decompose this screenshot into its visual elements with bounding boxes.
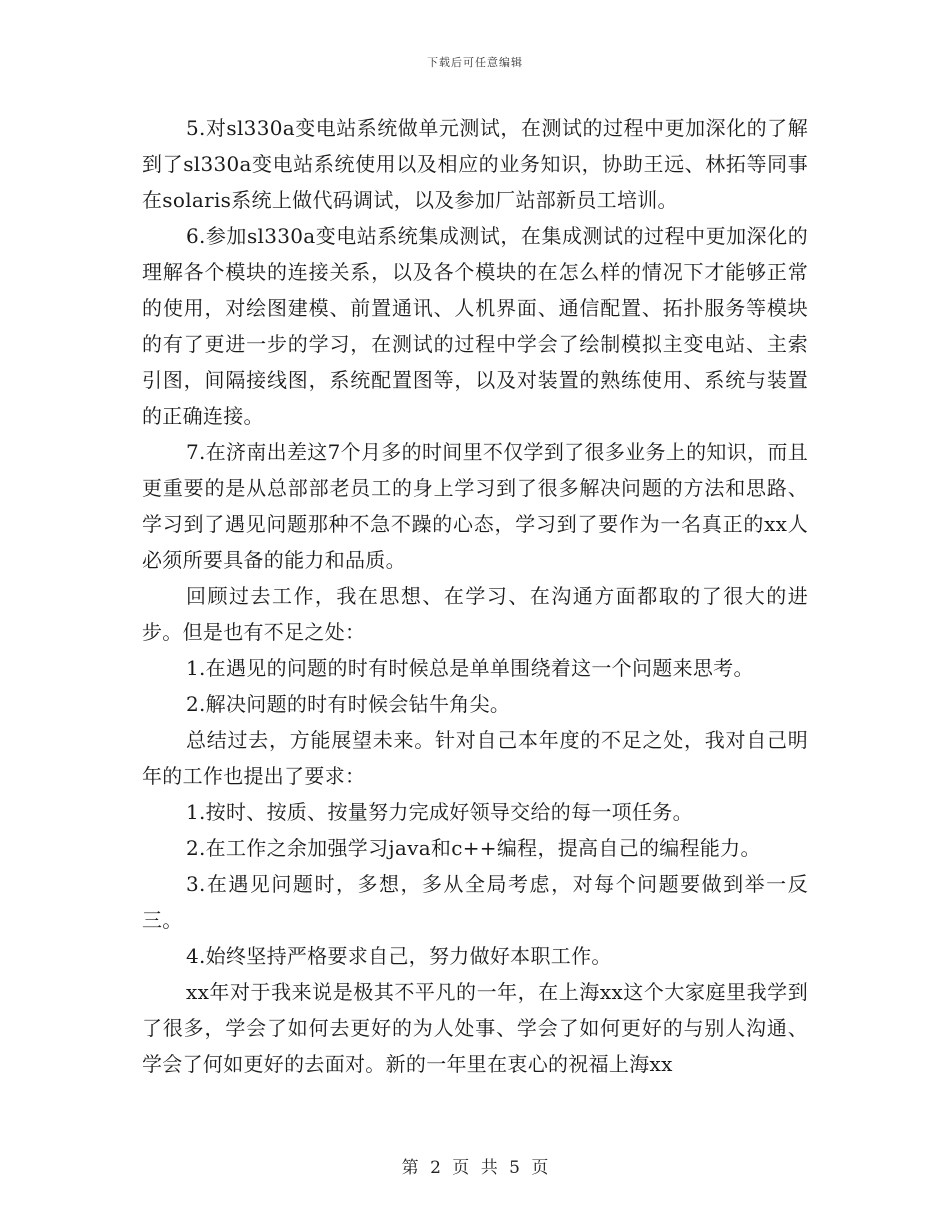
paragraph-goal-1: 1.按时、按质、按量努力完成好领导交给的每一项任务。 [186, 800, 693, 824]
paragraph-closing: xx年对于我来说是极其不平凡的一年，在上海xx这个大家庭里我学到了很多，学会了如何去更好的为人处事、学会了如何更好的与别人沟通、学会了何如更好的去面对。新的一年里在衷心的祝福上海xx [142, 980, 808, 1076]
paragraph-goal-3: 3.在遇见问题时，多想，多从全局考虑，对每个问题要做到举一反三。 [142, 872, 808, 932]
paragraph-summary: 总结过去，方能展望未来。针对自己本年度的不足之处，我对自己明年的工作也提出了要求： [142, 728, 808, 788]
page-number-footer: 第 2 页 共 5 页 [401, 1158, 549, 1178]
paragraph-shortcoming-2: 2.解决问题的时有时候会钻牛角尖。 [186, 692, 511, 716]
paragraph-goal-2: 2.在工作之余加强学习java和c++编程，提高自己的编程能力。 [186, 836, 761, 860]
paragraph-review: 回顾过去工作，我在思想、在学习、在沟通方面都取的了很大的进步。但是也有不足之处： [142, 584, 808, 644]
paragraph-goal-4: 4.始终坚持严格要求自己，努力做好本职工作。 [186, 944, 612, 968]
paragraph-item-7: 7.在济南出差这7个月多的时间里不仅学到了很多业务上的知识，而且更重要的是从总部部老员工的身上学习到了很多解决问题的方法和思路、学习到了遇见问题那种不急不躁的心态，学习到了要作为一名真正的xx人必须所要具备的能力和品质。 [142, 440, 808, 572]
page-header: 下载后可任意编辑 [427, 56, 523, 69]
document-body [142, 110, 808, 1082]
paragraph-item-5: 5.对sl330a变电站系统做单元测试，在测试的过程中更加深化的了解到了sl330a变电站系统使用以及相应的业务知识，协助王远、林拓等同事在solaris系统上做代码调试，以及参加厂站部新员工培训。 [142, 116, 808, 212]
paragraph-shortcoming-1: 1.在遇见的问题的时有时候总是单单围绕着这一个问题来思考。 [186, 656, 754, 680]
paragraph-item-6: 6.参加sl330a变电站系统集成测试，在集成测试的过程中更加深化的理解各个模块的连接关系，以及各个模块的在怎么样的情况下才能够正常的使用，对绘图建模、前置通讯、人机界面、通信配置、拓扑服务等模块的有了更进一步的学习，在测试的过程中学会了绘制模拟主变电站、主索引图，间隔接线图，系统配置图等，以及对装置的熟练使用、系统与装置的正确连接。 [142, 224, 808, 428]
